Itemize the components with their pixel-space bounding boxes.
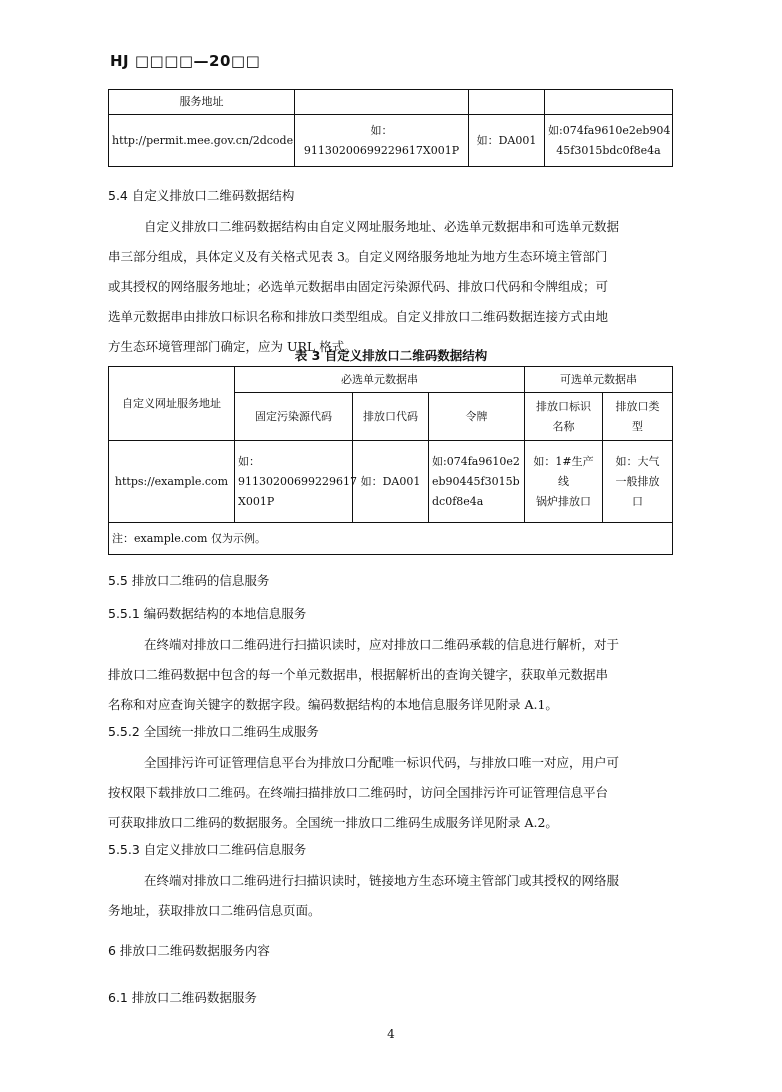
text-line: 在终端对排放口二维码进行扫描识读时，应对排放口二维码承载的信息进行解析，对于 [144, 637, 620, 652]
cell-line: 排放口类 [615, 399, 660, 413]
table-cell: https://example.com [109, 441, 235, 523]
table-cell [545, 115, 673, 167]
section-heading: 5.5.2 全国统一排放口二维码生成服务 [108, 724, 319, 739]
section-heading: 5.5 排放口二维码的信息服务 [108, 573, 270, 588]
section-heading: 6.1 排放口二维码数据服务 [108, 990, 257, 1005]
table-note: 注：example.com 仅为示例。 [109, 523, 673, 555]
text-line: 按权限下载排放口二维码。在终端扫描排放口二维码时，访问全国排污许可证管理信息平台 [108, 785, 609, 800]
cell-line: 如：1#生产线 [533, 454, 594, 488]
table-row [109, 441, 673, 523]
cell-line: 口 [632, 494, 643, 508]
table-row [109, 367, 673, 393]
text-line: 排放口二维码数据中包含的每一个单元数据串，根据解析出的查询关键字，获取单元数据串 [108, 667, 609, 682]
table-cell [525, 441, 603, 523]
section-heading: 5.5.1 编码数据结构的本地信息服务 [108, 606, 307, 621]
chapter-heading: 6 排放口二维码数据服务内容 [108, 943, 270, 958]
table-cell: http://permit.mee.gov.cn/2dcode [109, 115, 295, 167]
cell-line: 如:074fa9610e2eb904 [548, 123, 671, 137]
table-header-cell [603, 393, 673, 441]
text-line: 在终端对排放口二维码进行扫描识读时，链接地方生态环境主管部门或其授权的网络服 [144, 873, 620, 888]
table-cell: 如：DA001 [353, 441, 429, 523]
document-header: HJ □□□□—20□□ [110, 52, 261, 70]
text-line: 或其授权的网络服务地址；必选单元数据串由固定污染源代码、排放口代码和令牌组成；可 [108, 279, 609, 294]
cell-line: 排放口标识 [536, 399, 591, 413]
text-line: 名称和对应查询关键字的数据字段。编码数据结构的本地信息服务详见附录 A.1。 [108, 697, 558, 712]
table-header-cell [525, 393, 603, 441]
table-row [109, 523, 673, 555]
cell-line: 名称 [552, 419, 575, 433]
paragraph [108, 748, 672, 838]
cell-line: dc0f8e4a [432, 494, 484, 508]
cell-line: 锅炉排放口 [536, 494, 591, 508]
table-cell [469, 90, 545, 115]
data-structure-table [108, 366, 673, 555]
page-number: 4 [387, 1027, 395, 1041]
text-line: 自定义排放口二维码数据结构由自定义网址服务地址、必选单元数据串和可选单元数据 [144, 219, 620, 234]
cell-line: eb90445f3015b [432, 474, 520, 488]
table-cell: 服务地址 [109, 90, 295, 115]
table-header-cell: 可选单元数据串 [525, 367, 673, 393]
cell-line: 如:074fa9610e2 [432, 454, 520, 468]
cell-line: 91130200699229617 [238, 474, 357, 488]
cell-line: 一般排放 [615, 474, 660, 488]
table-cell [603, 441, 673, 523]
cell-line: 型 [632, 419, 643, 433]
table-cell: 如：DA001 [469, 115, 545, 167]
text-line: 可获取排放口二维码的数据服务。全国统一排放口二维码生成服务详见附录 A.2。 [108, 815, 558, 830]
text-line: 方生态环境管理部门确定，应为 URL 格式。 [108, 339, 357, 354]
table-header-cell: 必选单元数据串 [235, 367, 525, 393]
table-cell [429, 441, 525, 523]
paragraph [108, 630, 672, 720]
cell-line: 如：大气 [615, 454, 660, 468]
table-cell [295, 90, 469, 115]
cell-line: 45f3015bdc0f8e4a [556, 143, 661, 157]
table-row [109, 115, 673, 167]
cell-line: 如： [238, 454, 260, 468]
paragraph [108, 212, 672, 362]
table-header-cell: 排放口代码 [353, 393, 429, 441]
table-header-cell: 固定污染源代码 [235, 393, 353, 441]
text-line: 全国排污许可证管理信息平台为排放口分配唯一标识代码，与排放口唯一对应，用户可 [144, 755, 620, 770]
table-cell: 如：91130200699229617X001P [295, 115, 469, 167]
top-table [108, 89, 673, 167]
table-cell [545, 90, 673, 115]
section-heading: 5.4 自定义排放口二维码数据结构 [108, 188, 295, 203]
text-line: 务地址，获取排放口二维码信息页面。 [108, 903, 321, 918]
table-header-cell: 令牌 [429, 393, 525, 441]
section-heading: 5.5.3 自定义排放口二维码信息服务 [108, 842, 307, 857]
table-caption: 表 3 自定义排放口二维码数据结构 [294, 348, 488, 363]
table-row [109, 90, 673, 115]
cell-line: X001P [238, 494, 275, 508]
paragraph [108, 866, 672, 926]
text-line: 选单元数据串由排放口标识名称和排放口类型组成。自定义排放口二维码数据连接方式由地 [108, 309, 609, 324]
table-header-cell: 自定义网址服务地址 [109, 367, 235, 441]
text-line: 串三部分组成，具体定义及有关格式见表 3。自定义网络服务地址为地方生态环境主管部门 [108, 249, 608, 264]
table-cell [235, 441, 357, 523]
